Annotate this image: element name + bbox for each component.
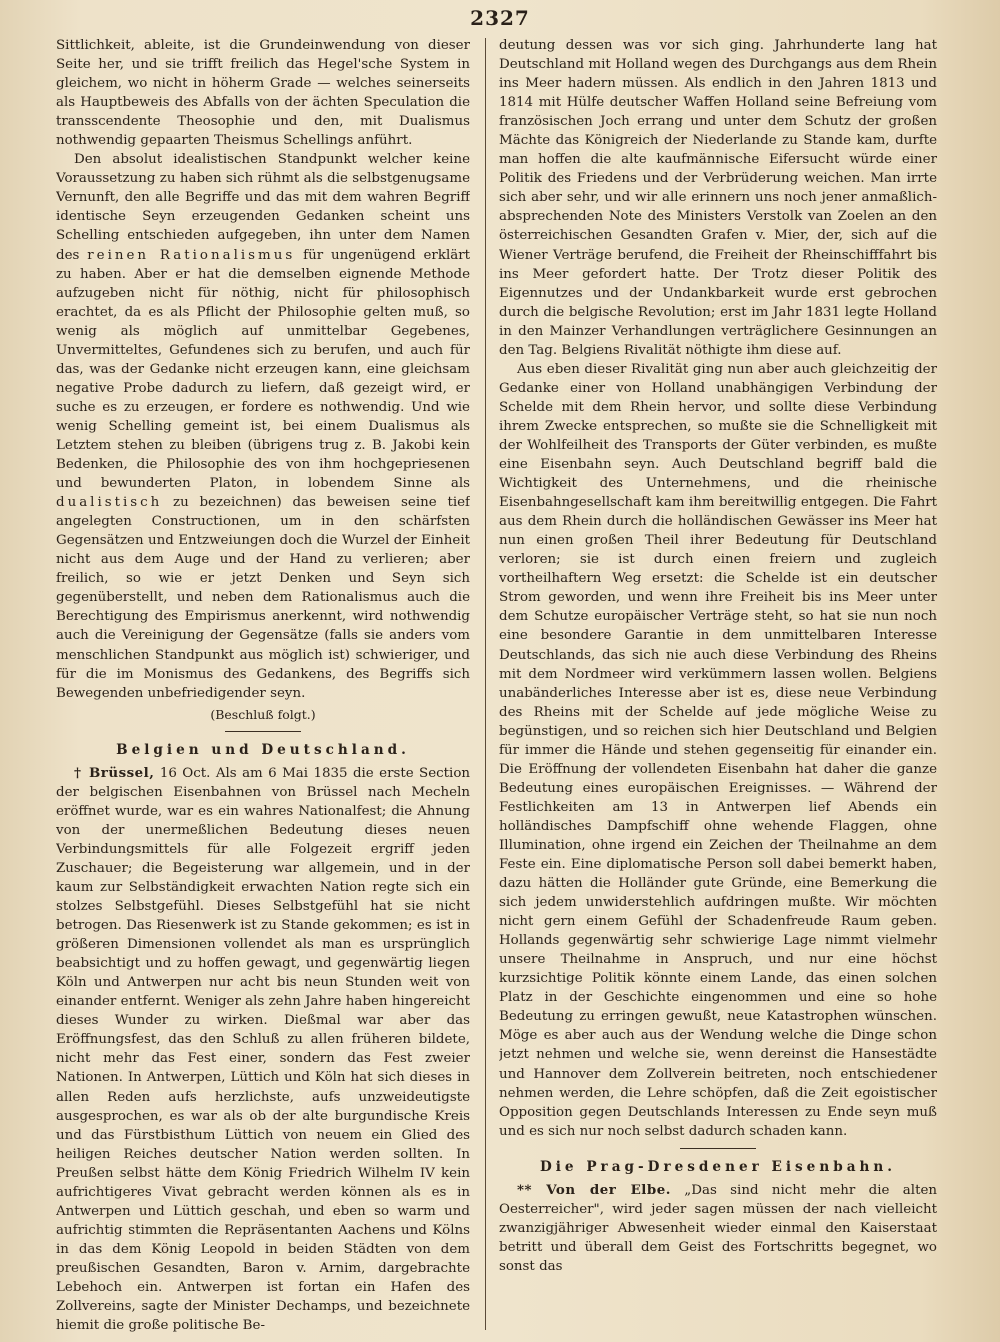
continuation-note: (Beschluß folgt.): [210, 706, 316, 722]
column-rule: [485, 38, 486, 1330]
left-paragraph-3-text: 16 Oct. Als am 6 Mai 1835 die erste Section der belgischen Eisenbahnen von Brüssel nach Mecheln eröffnet wurde, war es ein wahres Nationalfest; die Ahnung von der unermeßlichen Bedeutung dieses neuen Verbindungsmittels für alle Folgezeit ergriff jeden Zuschauer; die Begeisterung war allgemein, und in der kaum zur Selbständigkeit erwachten Nation regte sich ein stolzes Selbstgefühl. Dieses Selbstgefühl hat sie nicht betrogen. Das Riesenwerk ist zu Stande gekommen; es ist in größeren Dimensionen vollendet als man es ursprünglich beabsichtigt und zu hoffen gewagt, und gegenwärtig liegen Köln und Antwerpen nur acht bis neun Stunden weit von einander entfernt. Weniger als zehn Jahre haben hingereicht dieses Wunder zu wirken. Dießmal war aber das Eröffnungsfest, das den Schluß zu allen früheren bildete, nicht mehr das Fest einer, sondern das Fest zweier Nationen. In Antwerpen, Lüttich und Köln hat sich dieses in allen Reden aufs herzlichste, aufs unzweideutigste ausgesprochen, es war als ob der alte burgundische Kreis und das Fürstbisthum Lüttich von neuem ein Glied des heiligen Reiches deutscher Nation werden sollten. In Preußen selbst hätte dem König Friedrich Wilhelm IV kein aufrichtigeres Vivat gebracht werden können als es in Antwerpen und Lüttich geschah, und eben so warm und aufrichtig stimmten die Repräsentanten Aachens und Kölns in das dem König Leopold in beiden Städten von dem preußischen Gesandten, Baron v. Arnim, dargebrachte Lebehoch ein. Antwerpen ist fortan ein Hafen des Zollvereins, sagte der Minister Dechamps, und bezeichnete hiemit die große politische Be-: [56, 765, 470, 1332]
section-divider: [225, 731, 301, 732]
page-number: 2327: [470, 6, 530, 30]
left-column: [56, 36, 470, 1332]
section-title-belgien: Belgien und Deutschland.: [116, 741, 410, 758]
section-title-prag-dresden: Die Prag-Dresdener Eisenbahn.: [539, 1158, 897, 1175]
left-paragraph-2-part-a: Den absolut idealistischen Standpunkt welcher keine Voraussetzung zu haben sich rühmt als die selbstgenugsame Vernunft, den alle Begriffe und das mit dem wahren Begriff identische Seyn erzeugenden Gedanken scheint uns Schelling entschieden aufgegeben, ihn unter dem Namen des: [56, 152, 470, 263]
right-paragraph-2: Aus eben dieser Rivalität ging nun aber auch gleichzeitig der Gedanke einer von Holland unabhängigen Verbindung der Schelde mit dem Rhein hervor, und sollte diese Verbindung ihrem Zwecke entsprechen, so mußte sie die Schnelligkeit mit der Wohlfeilheit des Transports der Güter verbinden, es mußte eine Eisenbahn seyn. Auch Deutschland begriff bald die Wichtigkeit des Unternehmens, und die rheinische Eisenbahngesellschaft kam ihm bereitwillig entgegen. Die Fahrt aus dem Rhein durch die holländischen Gewässer ins Meer hat nun einen großen Theil ihrer Bedeutung für Deutschland verloren; sie ist durch einen freiern und zugleich vortheilhaftern Weg ersetzt: die Schelde ist ein deutscher Strom geworden, und wenn ihre Freiheit bis ins Meer unter dem Schutze europäischer Verträge steht, so hat sie nun noch eine besondere Garantie in dem unmittelbaren Interesse Deutschlands, das sich nie auch diese Verbindung des Rheins mit dem Nordmeer wird verkümmern lassen wollen. Belgiens unabänderliches Interesse aber ist es, diese neue Verbindung des Rheins mit der Schelde auf jede mögliche Weise zu begünstigen, und so reichen sich hier Deutschland und Belgien für immer die Hände und stehen gegenseitig für einander ein. Die Eröffnung der vollendeten Eisenbahn hat daher die ganze Bedeutung eines europäischen Ereignisses. — Während der Festlichkeiten am 13 in Antwerpen lief Abends ein holländisches Dampfschiff ohne wehende Flaggen, ohne Illumination, ohne irgend ein Zeichen der Theilnahme an dem Feste ein. Eine diplomatische Person soll dabei bemerkt haben, dazu hätten die Holländer gute Gründe, eine Bemerkung die sich jedem unwiderstehlich aufdringen mußte. Wir möchten nicht gern einem Gefühl der Schadenfreude Raum geben. Hollands gegenwärtig sehr schwierige Lage nimmt vielmehr unsere Theilnahme in Anspruch, und nur eine höchst kurzsichtige Politik könnte einem Lande, das einen solchen Platz in der Geschichte eingenommen und eine so hohe Bedeutung zu erringen gewußt, neue Katastrophen wünschen. Möge es aber auch aus der Wendung welche die Dinge schon jetzt nehmen und welche sie, wenn dereinst die Hansestädte und Hannover dem Zollverein beitreten, noch entschiedener nehmen werden, die Lehre schöpfen, daß die Zeit egoistischer Opposition gegen Deutschlands Interessen zu Ende seyn muß und es sich nur noch selbst dadurch schaden kann.: [499, 361, 937, 1139]
right-paragraph-3: [499, 1181, 937, 1276]
right-paragraph-3-text: „Das sind nicht mehr die alten Oesterreicher", wird jeder sagen müssen der nach vielleicht zwanzigjähriger Abwesenheit wieder einmal den Kaiserstaat betritt und überall dem Geist des Fortschritts begegnet, wo sonst das: [499, 1182, 937, 1274]
section-divider-right: [680, 1148, 756, 1149]
dateline-elbe: ** Von der Elbe.: [517, 1181, 671, 1198]
left-paragraph-3: [56, 764, 470, 1332]
right-paragraph-1: deutung dessen was vor sich ging. Jahrhunderte lang hat Deutschland mit Holland wegen des Durchgangs aus dem Rhein ins Meer hadern müssen. Als endlich in den Jahren 1813 und 1814 mit Hülfe deutscher Waffen Holland seine Befreiung vom französischen Joch errang und unter dem Schutz der großen Mächte das Königreich der Niederlande zu Stande kam, durfte man hoffen die alte kaufmännische Eifersucht würde einer Politik des Friedens und der Verbrüderung weichen. Man irrte sich aber sehr, und wir alle erinnern uns noch jener anmaßlich-absprechenden Note des Ministers Verstolk van Zoelen an den österreichischen Gesandten Grafen v. Mier, der, sich auf die Wiener Verträge berufend, die Freiheit der Rheinschifffahrt bis ins Meer gefordert hatte. Der Trotz dieser Politik des Eigennutzes und der Undankbarkeit wurde erst gebrochen durch die belgische Revolution; erst im Jahr 1831 legte Holland in den Mainzer Verhandlungen verträglichere Gesinnungen an den Tag. Belgiens Rivalität nöthigte ihm diese auf.: [499, 38, 937, 358]
left-paragraph-2-part-c: zu bezeichnen) das beweisen seine tief angelegten Constructionen, um in den schärfsten Gegensätzen und Entzweiungen doch die Wurzel der Einheit nicht aus dem Auge und der Hand zu verlieren; aber freilich, so wie er jetzt Denken und Seyn sich gegenüberstellt, und neben dem Rationalismus auch die Berechtigung des Empirismus anerkennt, wird nothwendig auch die Vereinigung der Gegensätze (falls sie anders vom menschlichen Standpunkt aus möglich ist) schwieriger, und für die im Monismus des Gedankens, des Begriffs sich Bewegenden unbefriedigender seyn.: [56, 495, 470, 701]
dateline-bruessel: † Brüssel,: [74, 764, 155, 781]
left-paragraph-2-part-b: für ungenügend erklärt zu haben. Aber er hat die demselben eignende Methode aufzugeben nicht für nöthig, nicht für philosophisch erachtet, da es als Pflicht der Philosophie gelten muß, so wenig als möglich auf unmittelbar Gegebenes, Unvermitteltes, Gefundenes sich zu berufen, und auch für das, was der Gedanke nicht erzeugen kann, eine gleichsam negative Probe dadurch zu liefern, daß gezeigt wird, er suche es zu erzeugen, er fordere es nothwendig. Und wie wenig Schelling gemeint ist, bei einem Dualismus als Letztem stehen zu bleiben (übrigens trug z. B. Jakobi kein Bedenken, die Philosophie des von ihm hochgepriesenen und bewunderten Platon, in lobendem Sinne als: [56, 247, 470, 492]
term-reinen-rationalismus: reinen Rationalismus: [87, 247, 296, 263]
right-column: [499, 36, 937, 1332]
left-paragraph-2: [56, 150, 470, 702]
left-paragraph-1: Sittlichkeit, ableite, ist die Grundeinwendung von dieser Seite her, und sie trifft freilich das Hegel'sche System in gleichem, wo nicht in höherm Grade — welches seinerseits als Hauptbeweis des Abfalls von der ächten Speculation die transscendente Theosophie und den, mit Dualismus nothwendig gepaarten Theismus Schellings anführt.: [56, 38, 470, 149]
term-dualistisch: dualistisch: [56, 495, 163, 511]
